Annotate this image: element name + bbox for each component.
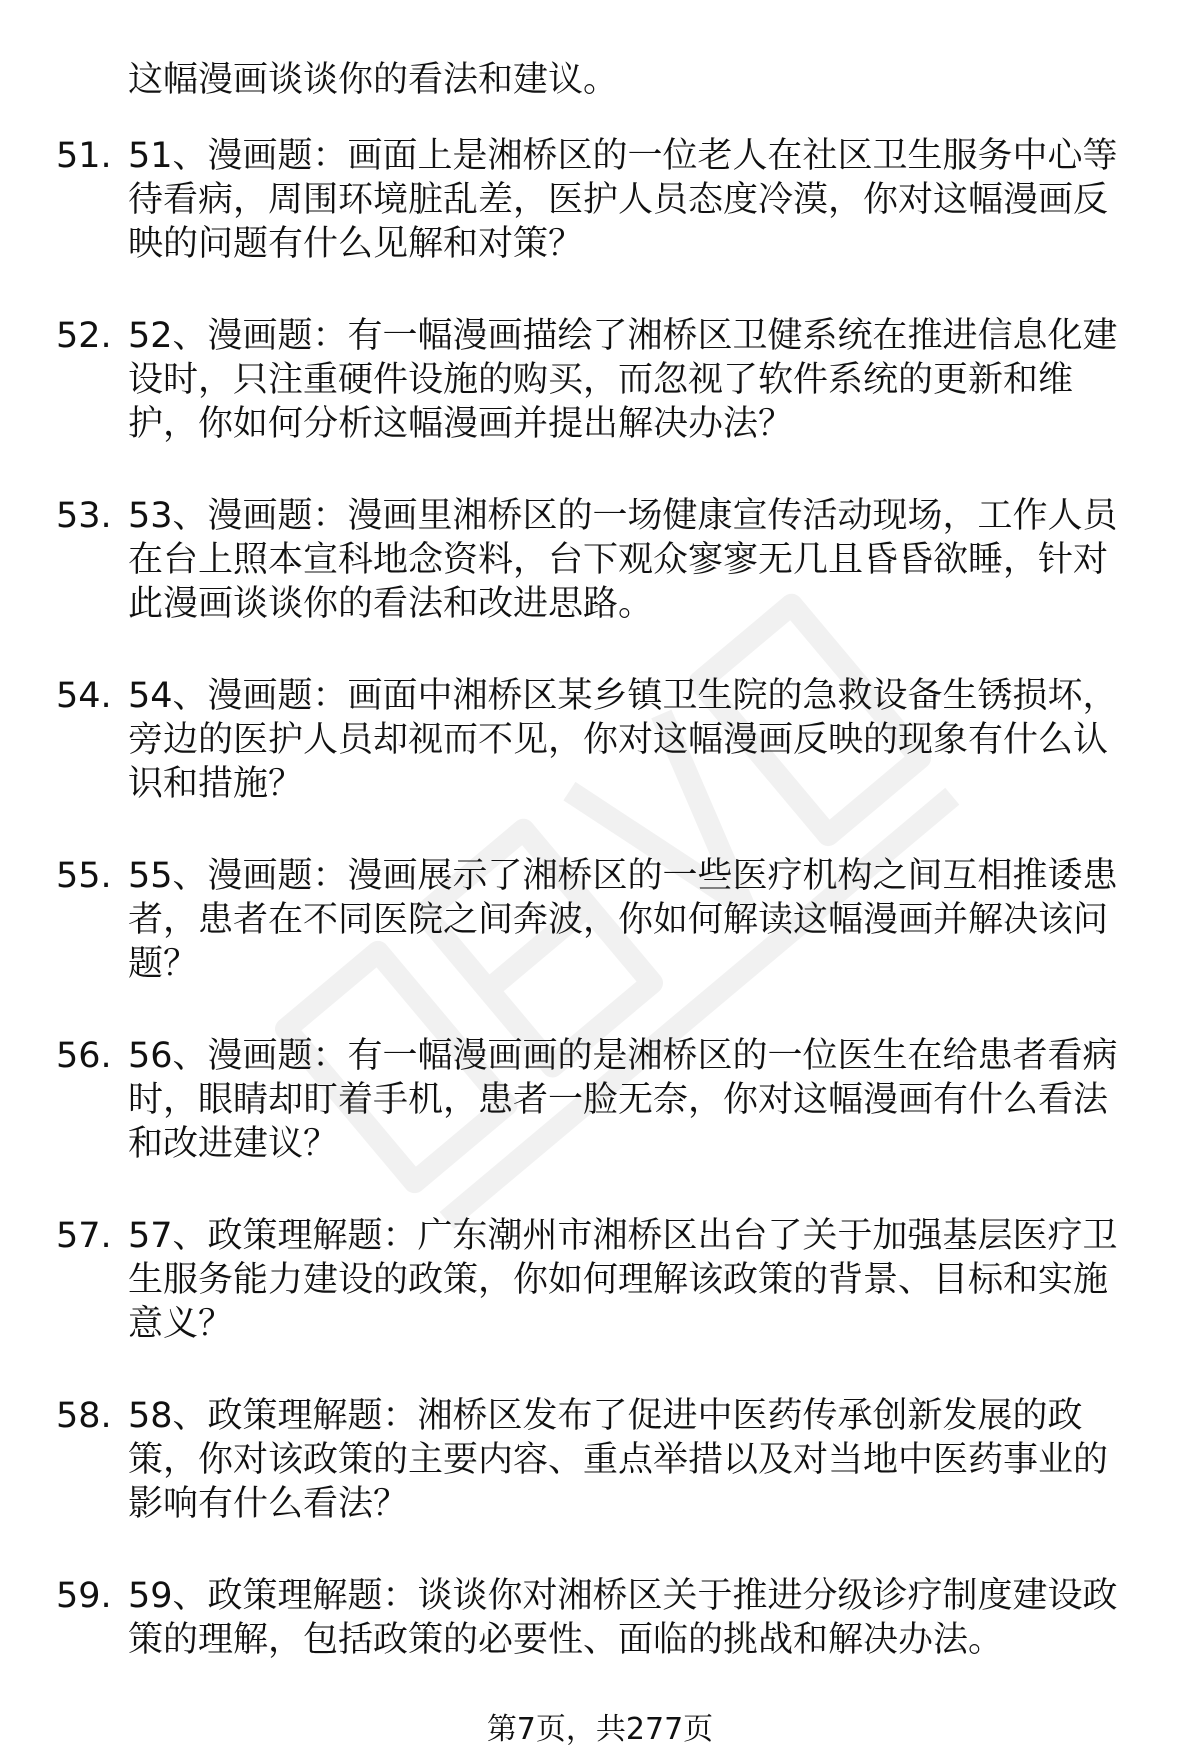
question-line: 题？ bbox=[128, 944, 199, 984]
question-line: 待看病，周围环境脏乱差，医护人员态度冷漠，你对这幅漫画反 bbox=[128, 180, 1109, 220]
question-line: 策的理解，包括政策的必要性、面临的挑战和解决办法。 bbox=[128, 1620, 1004, 1660]
question-line: 者，患者在不同医院之间奔波，你如何解读这幅漫画并解决该问 bbox=[128, 900, 1109, 940]
question-line: 此漫画谈谈你的看法和改进思路。 bbox=[128, 584, 654, 624]
question-number: 54. bbox=[56, 676, 112, 716]
question-text bbox=[128, 674, 1148, 806]
question-text bbox=[128, 1034, 1148, 1166]
question-line: 在台上照本宣科地念资料，台下观众寥寥无几且昏昏欲睡，针对 bbox=[128, 540, 1109, 580]
question-number: 52. bbox=[56, 316, 112, 356]
question-line: 影响有什么看法？ bbox=[128, 1484, 409, 1524]
intro-line: 这幅漫画谈谈你的看法和建议。 bbox=[128, 60, 619, 100]
question-line: 护，你如何分析这幅漫画并提出解决办法？ bbox=[128, 404, 794, 444]
question-line: 意义？ bbox=[128, 1304, 234, 1344]
question-line: 策，你对该政策的主要内容、重点举措以及对当地中医药事业的 bbox=[128, 1440, 1109, 1480]
question-number: 57. bbox=[56, 1216, 112, 1256]
question-number: 55. bbox=[56, 856, 112, 896]
question-line: 映的问题有什么见解和对策？ bbox=[128, 224, 584, 264]
question-line: 设时，只注重硬件设施的购买，而忽视了软件系统的更新和维 bbox=[128, 360, 1074, 400]
question-line: 52、漫画题：有一幅漫画描绘了湘桥区卫健系统在推进信息化建 bbox=[128, 316, 1118, 356]
question-text bbox=[128, 854, 1148, 986]
question-text bbox=[128, 314, 1148, 446]
question-line: 51、漫画题：画面上是湘桥区的一位老人在社区卫生服务中心等 bbox=[128, 136, 1118, 176]
question-line: 旁边的医护人员却视而不见，你对这幅漫画反映的现象有什么认 bbox=[128, 720, 1109, 760]
question-line: 和改进建议？ bbox=[128, 1124, 339, 1164]
page-footer: 第7页，共277页 bbox=[486, 1712, 714, 1747]
question-text bbox=[128, 134, 1148, 266]
question-text bbox=[128, 494, 1148, 626]
question-text bbox=[128, 1394, 1148, 1526]
question-line: 59、政策理解题：谈谈你对湘桥区关于推进分级诊疗制度建设政 bbox=[128, 1576, 1118, 1616]
question-line: 时，眼睛却盯着手机，患者一脸无奈，你对这幅漫画有什么看法 bbox=[128, 1080, 1109, 1120]
question-text bbox=[128, 1574, 1148, 1662]
question-line: 55、漫画题：漫画展示了湘桥区的一些医疗机构之间互相推诿患 bbox=[128, 856, 1118, 896]
question-line: 56、漫画题：有一幅漫画画的是湘桥区的一位医生在给患者看病 bbox=[128, 1036, 1118, 1076]
question-number: 53. bbox=[56, 496, 112, 536]
question-number: 56. bbox=[56, 1036, 112, 1076]
question-line: 53、漫画题：漫画里湘桥区的一场健康宣传活动现场，工作人员 bbox=[128, 496, 1118, 536]
question-line: 54、漫画题：画面中湘桥区某乡镇卫生院的急救设备生锈损坏， bbox=[128, 676, 1118, 716]
question-line: 58、政策理解题：湘桥区发布了促进中医药传承创新发展的政 bbox=[128, 1396, 1083, 1436]
question-number: 51. bbox=[56, 136, 112, 176]
question-number: 58. bbox=[56, 1396, 112, 1436]
question-number: 59. bbox=[56, 1576, 112, 1616]
question-line: 57、政策理解题：广东潮州市湘桥区出台了关于加强基层医疗卫 bbox=[128, 1216, 1118, 1256]
question-text bbox=[128, 1214, 1148, 1346]
question-line: 生服务能力建设的政策，你如何理解该政策的背景、目标和实施 bbox=[128, 1260, 1109, 1300]
question-line: 识和措施？ bbox=[128, 764, 304, 804]
